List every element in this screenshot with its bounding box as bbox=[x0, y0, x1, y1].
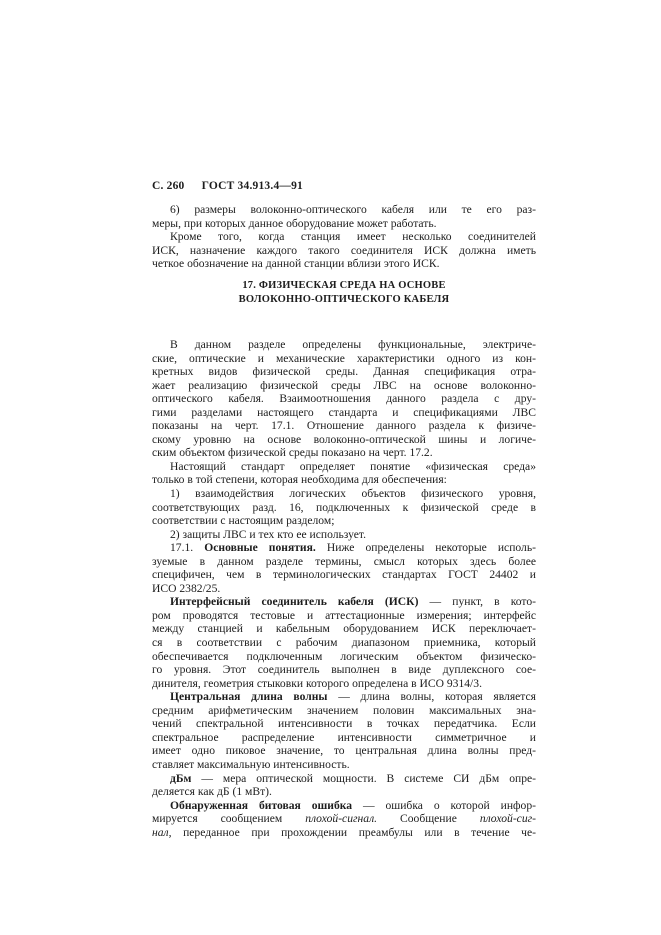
text-line: скому уровню на основе волоконно-оптической шины и логиче- bbox=[152, 432, 536, 446]
text-line: го уровня. Этот соединитель выполнен в виде дуплексного сое- bbox=[152, 663, 536, 677]
text-line bbox=[152, 690, 536, 704]
text-line: ИСК, назначение каждого такого соединителя ИСК должна иметь bbox=[152, 243, 536, 257]
text-line: ром проводятся тестовые и аттестационные измерения; интерфейс bbox=[152, 608, 536, 622]
text-line: В данном разделе определены функциональные, электриче- bbox=[170, 338, 536, 351]
page-number: С. 260 bbox=[152, 180, 185, 192]
signal-name: плохой-сигнал. bbox=[305, 812, 378, 826]
text-line bbox=[152, 826, 536, 840]
text-line: обеспечивается подключенным логическим объектом физическо- bbox=[152, 649, 536, 663]
text-line: гими разделами настоящего стандарта и спецификациями ЛВС bbox=[152, 405, 536, 419]
text-fragment: Сообщение bbox=[377, 812, 480, 826]
clause-number: 17.1. bbox=[170, 541, 194, 555]
text-line: ИСО 2382/25. bbox=[152, 581, 221, 595]
text-fragment: — ошибка о которой инфор- bbox=[352, 798, 537, 812]
text-fragment: Ниже определены некоторые исполь- bbox=[315, 541, 536, 555]
text-line: ские, оптические и механические характеристики одного из кон- bbox=[152, 351, 536, 365]
text-line bbox=[152, 595, 536, 609]
text-line: зуемые в данном разделе термины, смысл которых здесь более bbox=[152, 554, 536, 568]
text-fragment: мируется сообщением bbox=[152, 812, 306, 826]
text-line bbox=[152, 799, 536, 813]
text-line: показаны на черт. 17.1. Отношение данного раздела к физиче- bbox=[152, 419, 536, 433]
text-line: кретных видов физической среды. Данная спецификация отра- bbox=[152, 365, 536, 379]
section-title bbox=[152, 279, 536, 306]
section-title-line: 17. ФИЗИЧЕСКАЯ СРЕДА НА ОСНОВЕ bbox=[242, 280, 446, 291]
text-line: соответствии с настоящим разделом; bbox=[152, 514, 335, 528]
text-line: жает реализацию физической среды ЛВС на основе волоконно- bbox=[152, 378, 536, 392]
intro-block bbox=[152, 203, 536, 271]
text-line: оптического кабеля. Взаимоотношения данного раздела с дру- bbox=[152, 392, 536, 406]
term: Центральная длина волны bbox=[170, 690, 328, 704]
text-line: 2) защиты ЛВС и тех кто ее использует. bbox=[170, 527, 367, 541]
term: Обнаруженная битовая ошибка bbox=[170, 798, 353, 812]
text-fragment: — длина волны, которая является bbox=[327, 690, 536, 704]
text-line: чений спектральной интенсивности в точках передатчика. Если bbox=[152, 717, 536, 731]
term: Интерфейсный соединитель кабеля (ИСК) bbox=[170, 595, 419, 609]
text-line: меры, при которых данное оборудование может работать. bbox=[152, 216, 437, 230]
text-line bbox=[152, 541, 536, 555]
text-line bbox=[152, 812, 536, 826]
standard-number: ГОСТ 34.913.4—91 bbox=[201, 180, 304, 192]
text-line: четкое обозначение на данной станции вблизи этого ИСК. bbox=[152, 257, 440, 271]
text-line: средним арифметическим значением половин максимальных зна- bbox=[152, 703, 536, 717]
text-fragment: — мера оптической мощности. В системе СИ дБм опре- bbox=[191, 771, 536, 785]
text-line: имеет одно пиковое значение, то центральная длина волны пред- bbox=[152, 744, 536, 758]
section-title-line: ВОЛОКОННО-ОПТИЧЕСКОГО КАБЕЛЯ bbox=[238, 293, 450, 305]
text-line: специфичен, чем в терминологических стандартах ГОСТ 24402 и bbox=[152, 568, 536, 582]
body-block bbox=[152, 338, 536, 839]
text-line: Настоящий стандарт определяет понятие «физическая среда» bbox=[170, 459, 536, 473]
text-line: соответствующих разд. 16, подключенных к физической среде в bbox=[152, 500, 536, 514]
text-line: ставляет максимальную интенсивность. bbox=[152, 757, 350, 771]
term: Основные понятия. bbox=[204, 541, 316, 555]
text-fragment: переданное при прохождении преамбулы или в течение че- bbox=[171, 825, 536, 839]
signal-name: плохой-сиг- bbox=[479, 812, 537, 826]
text-line bbox=[152, 772, 536, 786]
text-line: спектральное распределение интенсивности симметричное и bbox=[152, 730, 536, 744]
text-line: между станцией и кабельным оборудованием ИСК переключает- bbox=[152, 622, 536, 636]
text-line: 6) размеры волоконно-оптического кабеля или те его раз- bbox=[170, 203, 536, 216]
term: дБм bbox=[170, 771, 192, 785]
text-line: деляется как дБ (1 мВт). bbox=[152, 785, 272, 799]
text-line: динителя, геометрия стыковки которого определена в ИСО 9314/3. bbox=[152, 676, 482, 690]
text-line: ским объектом физической среды показано на черт. 17.2. bbox=[152, 446, 433, 460]
text-line: Кроме того, когда станция имеет несколько соединителей bbox=[170, 230, 536, 244]
text-line: 1) взаимодействия логических объектов физического уровня, bbox=[170, 487, 536, 501]
text-line: ся в соответствии с рабочим диапазоном приемника, который bbox=[152, 636, 536, 650]
running-header bbox=[152, 180, 303, 192]
signal-name: нал, bbox=[152, 825, 172, 839]
text-fragment: — пункт, в кото- bbox=[418, 595, 536, 609]
text-line: только в той степени, которая необходима для обеспечения: bbox=[152, 473, 447, 487]
